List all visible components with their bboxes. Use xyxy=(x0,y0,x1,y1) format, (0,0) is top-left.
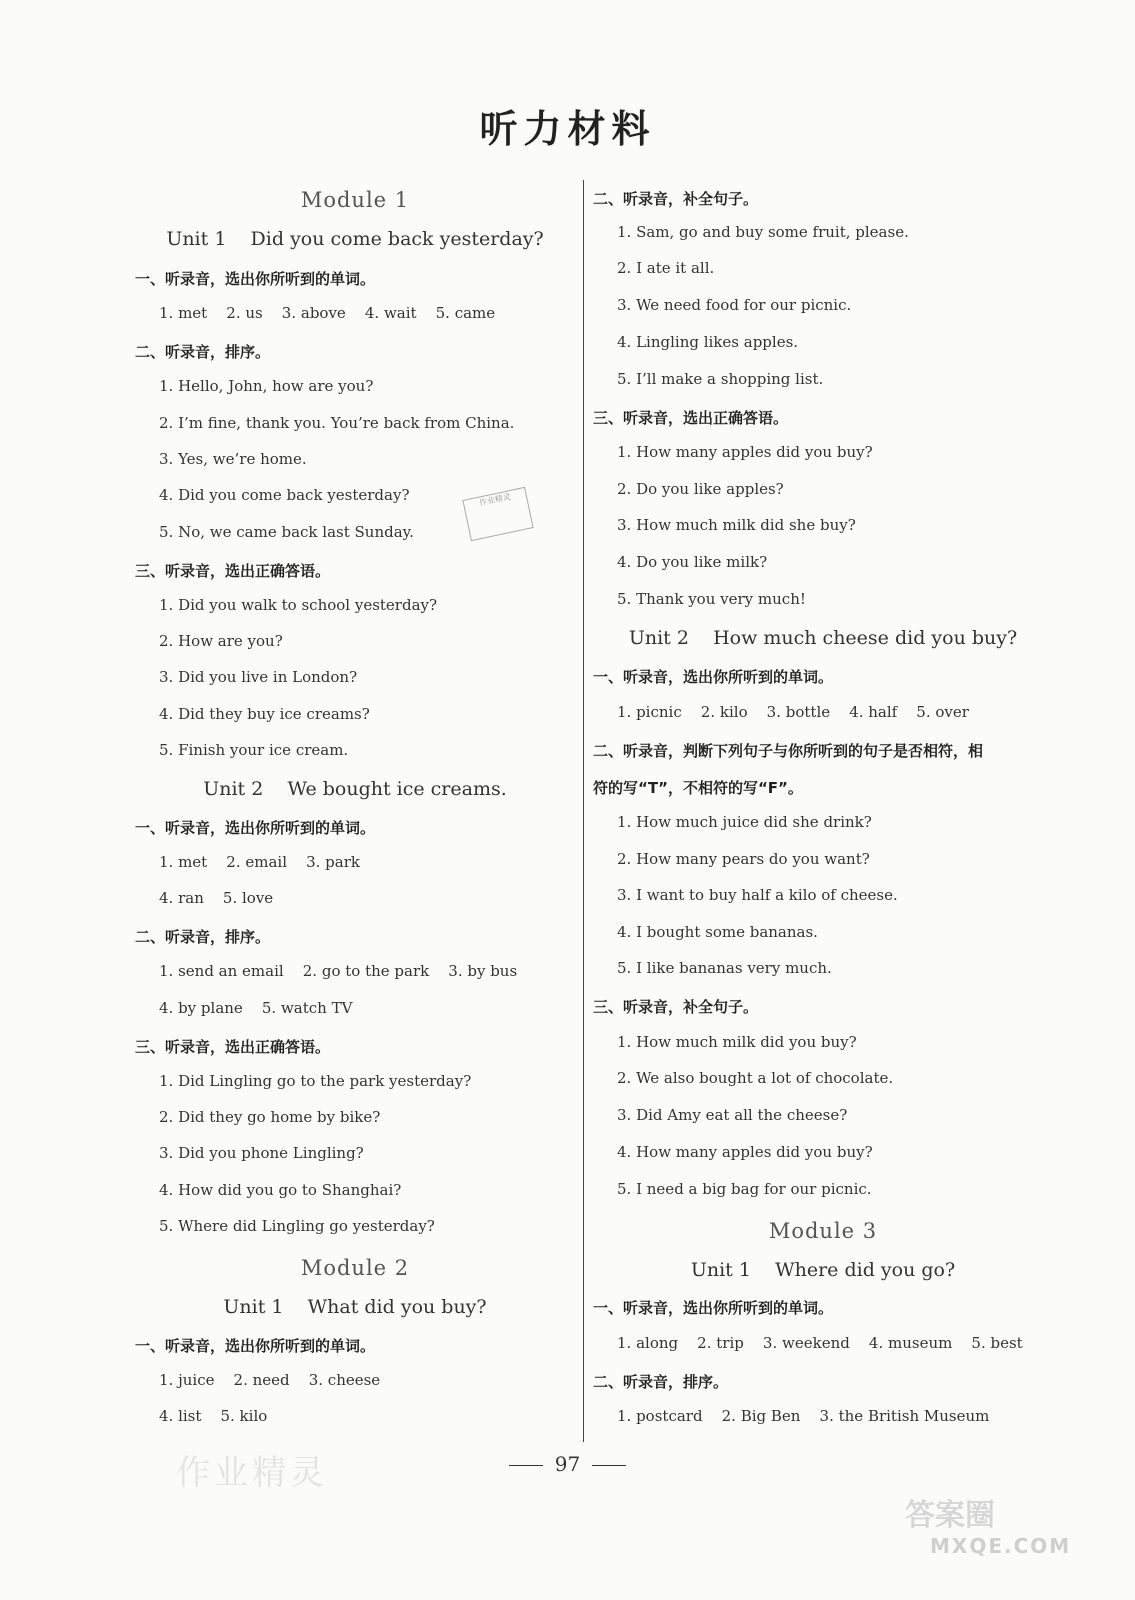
right-section-heading: 一、听录音，选出你所听到的单词。 xyxy=(593,668,834,686)
left-unit-heading: Unit 1 What did you buy? xyxy=(223,1296,487,1318)
right-section-heading: 二、听录音，排序。 xyxy=(593,1373,729,1391)
right-text-line: 2. Do you like apples? xyxy=(617,480,784,498)
left-text-line: 4. How did you go to Shanghai? xyxy=(159,1181,402,1199)
right-text-line: 3. How much milk did she buy? xyxy=(617,516,856,534)
left-unit-heading: Unit 1 Did you come back yesterday? xyxy=(166,228,544,250)
left-text-line: 2. Did they go home by bike? xyxy=(159,1108,381,1126)
left-text-line: 2. How are you? xyxy=(159,632,283,650)
dash-right xyxy=(592,1465,626,1466)
right-text-line: 5. Thank you very much! xyxy=(617,590,806,608)
right-text-line: 1. How many apples did you buy? xyxy=(617,443,873,461)
right-module-heading: Module 3 xyxy=(768,1219,878,1243)
left-text-line: 1. Did Lingling go to the park yesterday? xyxy=(159,1072,472,1090)
right-section-heading: 二、听录音，补全句子。 xyxy=(593,190,759,208)
left-text-line: 2. I’m fine, thank you. You’re back from China. xyxy=(159,414,515,432)
left-text-line: 1. met 2. email 3. park xyxy=(159,853,360,871)
right-text-line: 5. I like bananas very much. xyxy=(617,959,832,977)
stamp-watermark xyxy=(462,487,533,541)
right-section-heading: 二、听录音，判断下列句子与你所听到的句子是否相符，相 xyxy=(593,742,984,760)
column-divider xyxy=(583,180,584,1442)
right-text-line: 4. How many apples did you buy? xyxy=(617,1143,873,1161)
left-text-line: 4. Did they buy ice creams? xyxy=(159,705,370,723)
right-text-line: 1. How much juice did she drink? xyxy=(617,813,872,831)
right-unit-heading: Unit 2 How much cheese did you buy? xyxy=(628,627,1018,649)
left-text-line: 1. met 2. us 3. above 4. wait 5. came xyxy=(159,304,496,322)
right-text-line: 1. picnic 2. kilo 3. bottle 4. half 5. over xyxy=(617,703,969,721)
left-section-heading: 三、听录音，选出正确答语。 xyxy=(135,1038,331,1056)
right-text-line: 2. How many pears do you want? xyxy=(617,850,870,868)
left-section-heading: 一、听录音，选出你所听到的单词。 xyxy=(135,270,376,288)
right-section-heading: 一、听录音，选出你所听到的单词。 xyxy=(593,1299,834,1317)
right-text-line: 2. I ate it all. xyxy=(617,259,715,277)
right-text-line: 3. We need food for our picnic. xyxy=(617,296,852,314)
right-text-line: 3. Did Amy eat all the cheese? xyxy=(617,1106,848,1124)
left-unit-heading: Unit 2 We bought ice creams. xyxy=(203,778,507,800)
left-text-line: 4. by plane 5. watch TV xyxy=(159,999,353,1017)
right-text-line: 1. postcard 2. Big Ben 3. the British Museum xyxy=(617,1407,990,1425)
right-text-line: 2. We also bought a lot of chocolate. xyxy=(617,1069,894,1087)
right-text-line: 1. How much milk did you buy? xyxy=(617,1033,857,1051)
left-text-line: 3. Did you live in London? xyxy=(159,668,358,686)
left-section-heading: 一、听录音，选出你所听到的单词。 xyxy=(135,819,376,837)
right-text-line: 4. I bought some bananas. xyxy=(617,923,818,941)
dash-left xyxy=(509,1465,543,1466)
corner-logo-watermark: 答案圈 xyxy=(905,1498,995,1533)
right-section-heading: 符的写“T”，不相符的写“F”。 xyxy=(593,779,803,797)
left-module-heading: Module 2 xyxy=(300,1256,410,1280)
right-section-heading: 三、听录音，选出正确答语。 xyxy=(593,409,789,427)
corner-watermark-text: 作业精灵 xyxy=(176,1453,328,1493)
left-text-line: 4. Did you come back yesterday? xyxy=(159,486,410,504)
right-unit-heading: Unit 1 Where did you go? xyxy=(690,1259,956,1281)
right-text-line: 4. Do you like milk? xyxy=(617,553,768,571)
right-text-line: 4. Lingling likes apples. xyxy=(617,333,799,351)
left-text-line: 4. list 5. kilo xyxy=(159,1407,268,1425)
left-text-line: 1. send an email 2. go to the park 3. by bus xyxy=(159,962,518,980)
left-text-line: 5. No, we came back last Sunday. xyxy=(159,523,414,541)
right-text-line: 3. I want to buy half a kilo of cheese. xyxy=(617,886,898,904)
corner-url-watermark: MXQE.COM xyxy=(930,1534,1072,1558)
left-text-line: 4. ran 5. love xyxy=(159,889,274,907)
left-text-line: 5. Where did Lingling go yesterday? xyxy=(159,1217,435,1235)
page-number xyxy=(0,1452,1135,1476)
left-section-heading: 二、听录音，排序。 xyxy=(135,928,271,946)
right-text-line: 1. along 2. trip 3. weekend 4. museum 5. best xyxy=(617,1334,1023,1352)
left-text-line: 1. Hello, John, how are you? xyxy=(159,377,374,395)
left-module-heading: Module 1 xyxy=(300,188,410,212)
right-text-line: 1. Sam, go and buy some fruit, please. xyxy=(617,223,909,241)
page-number-text: 97 xyxy=(554,1452,581,1476)
right-text-line: 5. I need a big bag for our picnic. xyxy=(617,1180,872,1198)
left-text-line: 3. Yes, we’re home. xyxy=(159,450,307,468)
left-section-heading: 三、听录音，选出正确答语。 xyxy=(135,562,331,580)
stamp-text: 作业精灵 xyxy=(478,492,512,508)
right-text-line: 5. I’ll make a shopping list. xyxy=(617,370,824,388)
left-text-line: 3. Did you phone Lingling? xyxy=(159,1144,364,1162)
page-title: 听力材料 xyxy=(479,107,656,151)
left-text-line: 1. Did you walk to school yesterday? xyxy=(159,596,438,614)
left-text-line: 5. Finish your ice cream. xyxy=(159,741,349,759)
left-text-line: 1. juice 2. need 3. cheese xyxy=(159,1371,381,1389)
left-section-heading: 一、听录音，选出你所听到的单词。 xyxy=(135,1337,376,1355)
left-section-heading: 二、听录音，排序。 xyxy=(135,343,271,361)
right-section-heading: 三、听录音，补全句子。 xyxy=(593,998,759,1016)
